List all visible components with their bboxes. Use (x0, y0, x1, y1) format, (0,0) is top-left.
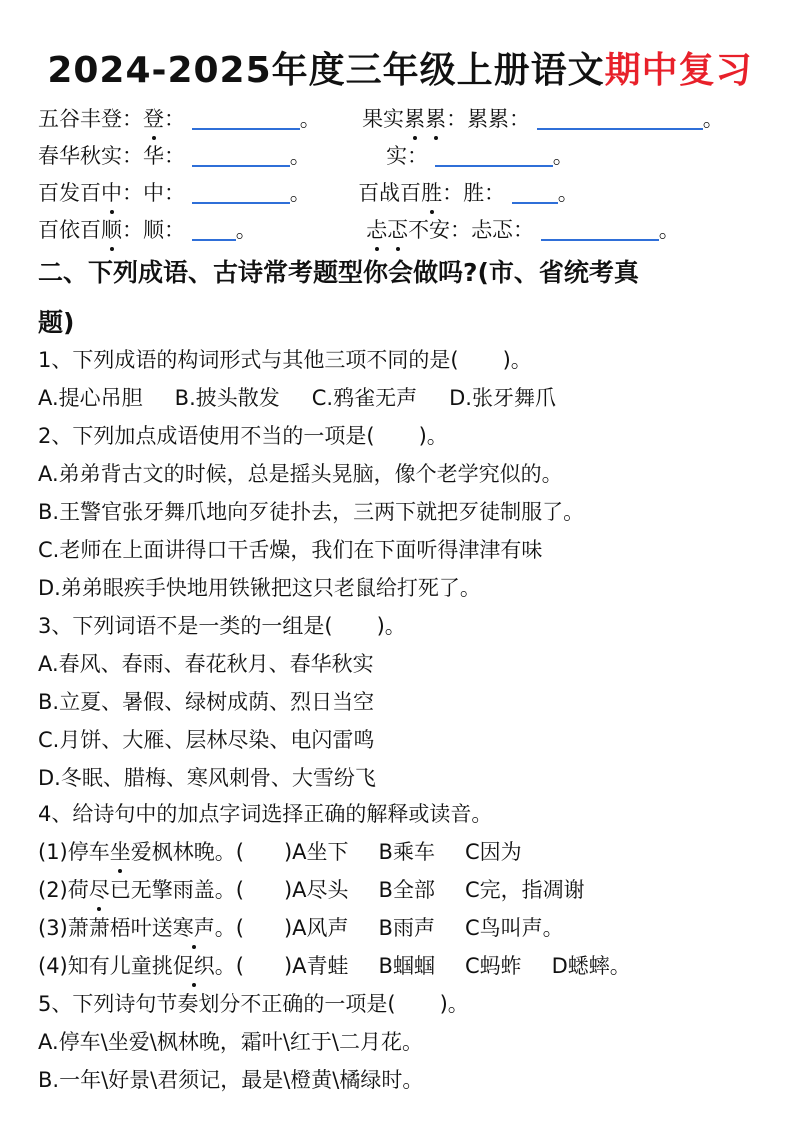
option-b: B.披头散发 (174, 386, 280, 410)
idiom-text: 五谷丰登： (38, 107, 143, 131)
target-word: 中： (143, 181, 185, 205)
stem-text: 2、下列加点成语使用不当的一项是( (38, 424, 375, 448)
idiom-text: 春华秋实： (38, 144, 143, 168)
question-4-item-2 (38, 875, 585, 905)
item-text: 已无擎雨盖。( (109, 878, 244, 902)
item-text: (2)荷 (38, 878, 89, 902)
page-title (0, 42, 800, 93)
option-c: C.鸦雀无声 (311, 386, 418, 410)
dotted-char: 坐 (110, 837, 131, 867)
period: 。 (289, 181, 311, 205)
option-d: D.张牙舞爪 (449, 386, 556, 410)
option-b: B.立夏、暑假、绿树成荫、烈日当空 (38, 690, 375, 714)
dotted-char: 胜 (421, 178, 442, 208)
colon: ： (122, 181, 143, 205)
dotted-char: 累 (404, 104, 425, 134)
question-5-stem (38, 989, 469, 1019)
item-close: ) (283, 916, 293, 940)
dotted-char: 忑 (387, 215, 408, 245)
dotted-char: 忐 (366, 215, 387, 245)
option-c: C因为 (464, 840, 522, 864)
period: 。 (289, 144, 311, 168)
stem-close: )。 (376, 614, 406, 638)
question-4-item-4 (38, 951, 631, 981)
option-c: C完，指凋谢 (464, 878, 585, 902)
option-d: D蟋蟀。 (551, 954, 631, 978)
item-text: 。( (214, 916, 244, 940)
option-a: A青蛙 (292, 954, 349, 978)
item-text: (1)停车 (38, 840, 110, 864)
idiom-text: 百战百 (358, 181, 422, 205)
vocab-row-2 (38, 141, 574, 171)
period: 。 (557, 181, 579, 205)
stem-text: 5、下列诗句节奏划分不正确的一项是( (38, 992, 396, 1016)
dotted-char: 尽 (89, 875, 110, 905)
option-c: C鸟叫声。 (464, 916, 564, 940)
stem-text: 3、下列词语不是一类的一组是( (38, 614, 333, 638)
vocab-row-3 (38, 178, 579, 208)
colon: ： (164, 107, 185, 131)
target-word: 顺： (143, 218, 185, 242)
period: 。 (299, 107, 321, 131)
stem-close: )。 (439, 992, 469, 1016)
option-a: A尽头 (292, 878, 349, 902)
vocab-row-4 (38, 215, 680, 245)
section-heading-line: 题) (38, 308, 75, 337)
target-word: 实： (386, 144, 429, 168)
question-4-item-1 (38, 837, 522, 867)
option-b: B.王警官张牙舞爪地向歹徒扑去，三两下就把歹徒制服了。 (38, 500, 585, 524)
section-heading-line: 二、下列成语、古诗常考题型你会做吗?(市、省统考真 (38, 258, 639, 287)
target-word: 华： (143, 144, 185, 168)
colon: ： (122, 218, 143, 242)
colon: ： (442, 181, 464, 205)
dotted-char: 寒声 (173, 913, 215, 943)
question-2-stem (38, 421, 448, 451)
option-a: A风声 (292, 916, 349, 940)
stem-close: )。 (418, 424, 448, 448)
option-c: C.老师在上面讲得口干舌燥，我们在下面听得津津有味 (38, 538, 543, 562)
answer-blank[interactable] (192, 217, 236, 241)
option-d: D.冬眠、腊梅、寒风刺骨、大雪纷飞 (38, 766, 376, 790)
option-b: B雨声 (378, 916, 435, 940)
title-main: 2024-2025年度三年级上册语文 (47, 50, 605, 91)
option-b: B全部 (378, 878, 435, 902)
answer-blank[interactable] (541, 217, 659, 241)
dotted-char: 中 (101, 178, 122, 208)
idiom-text: 百发百 (38, 181, 101, 205)
colon: ： (446, 107, 468, 131)
answer-blank[interactable] (512, 180, 558, 204)
item-close: ) (283, 878, 293, 902)
item-close: ) (283, 954, 293, 978)
dotted-char: 累 (425, 104, 446, 134)
item-text: (3)萧萧梧叶送 (38, 916, 173, 940)
target-word: 累累： (467, 107, 531, 131)
vocab-row-1 (38, 104, 724, 134)
period: 。 (235, 218, 257, 242)
dotted-char: 登 (143, 104, 164, 134)
option-a: A.弟弟背古文的时候，总是摇头晃脑，像个老学究似的。 (38, 462, 563, 486)
question-4-item-3 (38, 913, 564, 943)
dotted-char: 促织 (173, 951, 215, 981)
target-word: 忐忑： (471, 218, 535, 242)
option-c: C蚂蚱 (464, 954, 522, 978)
option-b: B蝈蝈 (378, 954, 435, 978)
option-b: B乘车 (378, 840, 435, 864)
period: 。 (552, 144, 574, 168)
stem-close: )。 (502, 348, 532, 372)
item-text: (4)知有儿童挑 (38, 954, 173, 978)
option-d: D.弟弟眼疾手快地用铁锹把这只老鼠给打死了。 (38, 576, 481, 600)
item-close: ) (283, 840, 293, 864)
question-1-stem (38, 345, 532, 375)
option-a: A.停车\坐爱\枫林晚，霜叶\红于\二月花。 (38, 1030, 423, 1054)
idiom-text: 不安： (408, 218, 472, 242)
period: 。 (702, 107, 724, 131)
target-word: 胜： (463, 181, 506, 205)
option-a: A.春风、春雨、春花秋月、春华秋实 (38, 652, 374, 676)
option-b: B.一年\好景\君须记，最是\橙黄\橘绿时。 (38, 1068, 424, 1092)
item-text: 爱枫林晚。( (130, 840, 244, 864)
idiom-text: 百依百 (38, 218, 101, 242)
period: 。 (658, 218, 680, 242)
section-heading (38, 248, 768, 348)
question-4-stem: 4、给诗句中的加点字词选择正确的解释或读音。 (38, 802, 493, 826)
answer-blank[interactable] (192, 143, 290, 167)
option-c: C.月饼、大雁、层林尽染、电闪雷鸣 (38, 728, 375, 752)
stem-text: 1、下列成语的构词形式与其他三项不同的是( (38, 348, 459, 372)
answer-blank[interactable] (435, 143, 553, 167)
question-1-options (38, 383, 556, 413)
dotted-char: 顺 (101, 215, 122, 245)
answer-blank[interactable] (537, 106, 703, 130)
question-3-stem (38, 611, 406, 641)
answer-blank[interactable] (192, 180, 290, 204)
item-text: 。( (214, 954, 244, 978)
title-highlight: 期中复习 (604, 50, 753, 91)
answer-blank[interactable] (192, 106, 300, 130)
idiom-text: 果实 (362, 107, 405, 131)
option-a: A.提心吊胆 (38, 386, 143, 410)
option-a: A坐下 (292, 840, 349, 864)
